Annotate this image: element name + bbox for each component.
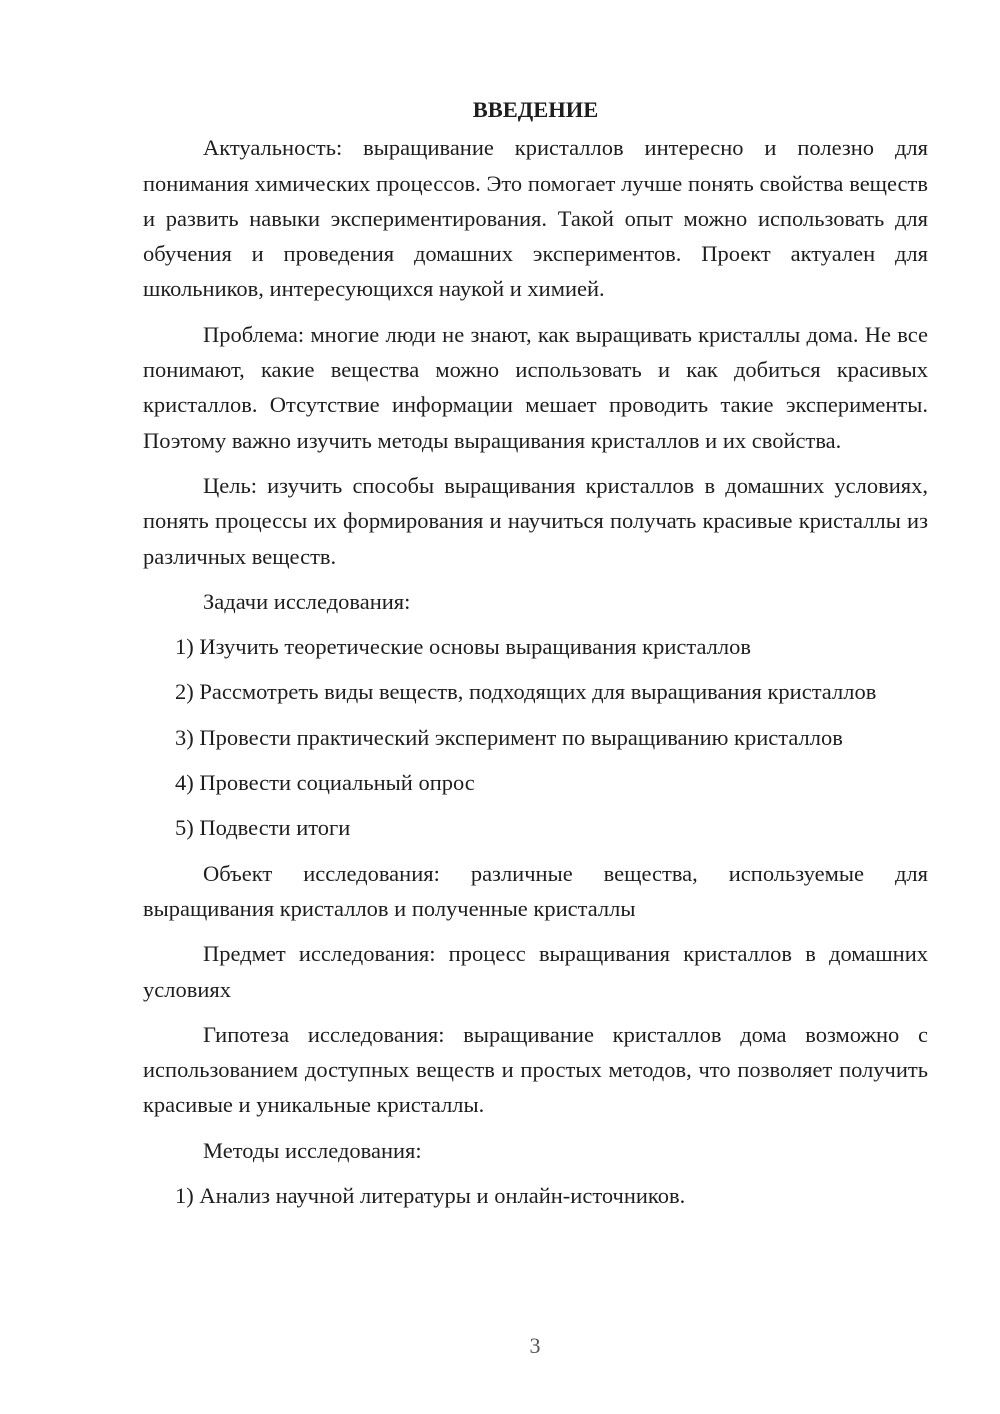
method-item: 1) Анализ научной литературы и онлайн-источников. xyxy=(175,1183,686,1209)
document-page xyxy=(143,92,928,1223)
section-title: ВВЕДЕНИЕ xyxy=(472,97,599,122)
task-item: 3) Провести практический эксперимент по выращиванию кристаллов xyxy=(175,724,843,750)
subject-paragraph: Предмет исследования: процесс выращивания кристаллов в домашних условиях xyxy=(143,941,928,1002)
hypothesis-paragraph: Гипотеза исследования: выращивание кристаллов дома возможно с использованием доступных веществ и простых методов, что позволяет получить красивые и уникальные кристаллы. xyxy=(143,1021,928,1118)
goal-paragraph: Цель: изучить способы выращивания кристаллов в домашних условиях, понять процессы их формирования и научиться получать красивые кристаллы из различных веществ. xyxy=(143,472,928,569)
task-item: 2) Рассмотреть виды веществ, подходящих для выращивания кристаллов xyxy=(175,679,877,705)
methods-heading: Методы исследования: xyxy=(203,1137,422,1163)
task-item: 4) Провести социальный опрос xyxy=(175,770,475,796)
relevance-paragraph: Актуальность: выращивание кристаллов интересно и полезно для понимания химических процессов. Это помогает лучше понять свойства веществ и развить навыки экспериментирования. Такой опыт можно использовать для обучения и проведения домашних экспериментов. Проект актуален для школьников, интересующихся наукой и химией. xyxy=(143,135,928,302)
task-item: 1) Изучить теоретические основы выращивания кристаллов xyxy=(175,634,751,660)
tasks-heading: Задачи исследования: xyxy=(203,588,411,614)
task-item: 5) Подвести итоги xyxy=(175,815,351,841)
page-number: 3 xyxy=(529,1333,541,1358)
object-paragraph: Объект исследования: различные вещества, используемые для выращивания кристаллов и полученные кристаллы xyxy=(143,860,928,921)
problem-paragraph: Проблема: многие люди не знают, как выращивать кристаллы дома. Не все понимают, какие вещества можно использовать и как добиться красивых кристаллов. Отсутствие информации мешает проводить такие эксперименты. Поэтому важно изучить методы выращивания кристаллов и их свойства. xyxy=(143,321,928,453)
